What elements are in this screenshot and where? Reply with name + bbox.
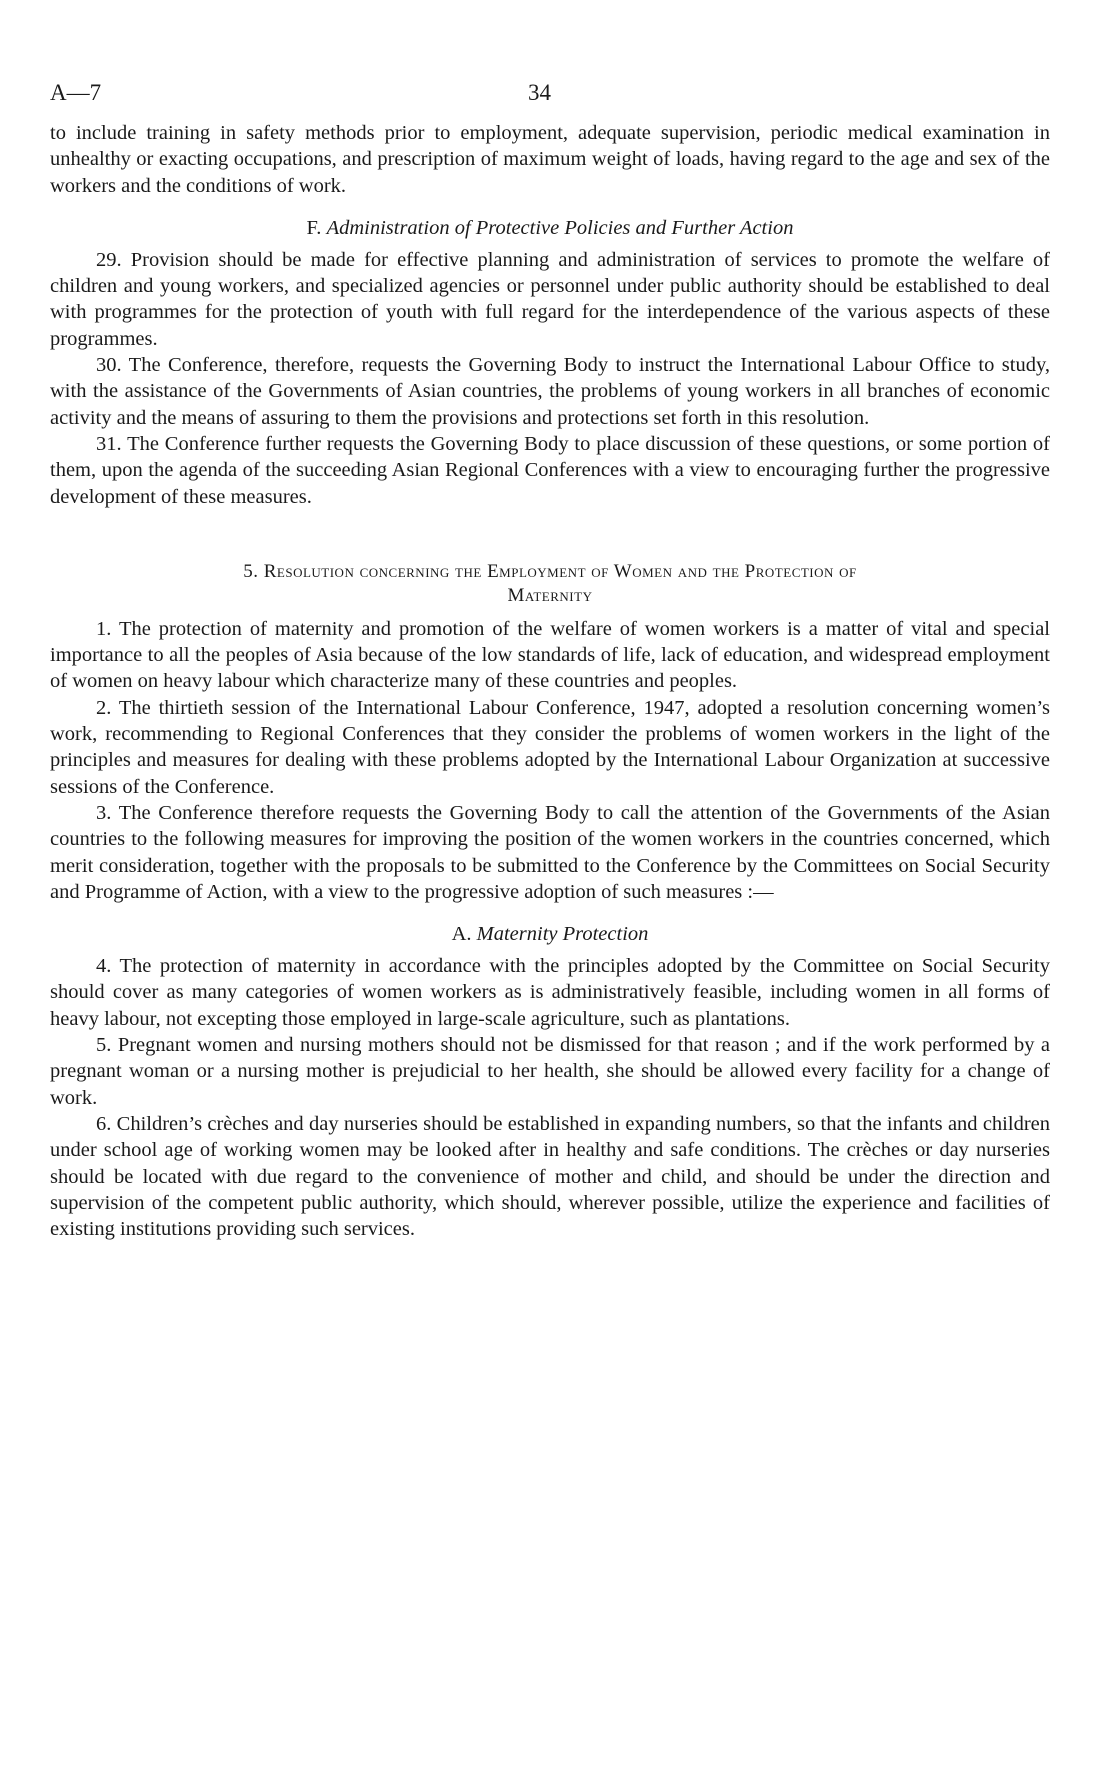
document-reference: A—7 bbox=[50, 80, 102, 105]
paragraph-31: 31. The Conference further requests the Governing Body to place discussion of these questions, or some portion of them, upon the agenda of the succeeding Asian Regional Conferences with a view to encouraging further the progressive development of these measures. bbox=[50, 432, 1050, 508]
paragraph-29: 29. Provision should be made for effective planning and administration of services to promote the welfare of children and young workers, and specialized agencies or personnel under public authority should be established to deal with programmes for the protection of youth with full regard for the interdependence of the various aspects of these programmes. bbox=[50, 248, 1050, 350]
intro-paragraph: to include training in safety methods prior to employment, adequate supervision, periodic medical examination in unhealthy or exacting occupations, and prescription of maximum weight of loads, having regard to the age and sex of the workers and the conditions of work. bbox=[50, 122, 1050, 197]
paragraph-30: 30. The Conference, therefore, requests the Governing Body to instruct the International Labour Office to study, with the assistance of the Governments of Asian countries, the problems of young workers in all branches of economic activity and the means of assuring to them the provisions and protections set forth in this resolution. bbox=[50, 354, 1050, 429]
paragraph-6: 6. Children’s crèches and day nurseries should be established in expanding numbers, so that the infants and children under school age of working women may be looked after in healthy and safe conditions. The crèches or day nurseries should be located with due regard to the convenience of mother and child, and should be under the direction and supervision of the competent public authority, which should, wherever possible, utilize the experience and facilities of existing institutions providing such services. bbox=[50, 1112, 1050, 1241]
page-number: 34 bbox=[528, 80, 551, 105]
document-page bbox=[50, 80, 1050, 1242]
resolution-5-title-line-2: Maternity bbox=[507, 584, 593, 606]
section-f-title: Administration of Protective Policies and Further Action bbox=[326, 216, 794, 239]
paragraph-4: 4. The protection of maternity in accordance with the principles adopted by the Committee on Social Security should cover as many categories of women workers as is administratively feasible, including women in all forms of heavy labour, not excepting those employed in large-scale agriculture, such as plantations. bbox=[50, 955, 1050, 1030]
section-f-heading bbox=[50, 215, 1050, 241]
resolution-paragraph-2: 2. The thirtieth session of the International Labour Conference, 1947, adopted a resolution concerning women’s work, recommending to Regional Conferences that they consider the problems of women workers in the light of the principles and measures for dealing with these problems adopted by the International Labour Organization at successive sessions of the Conference. bbox=[50, 696, 1050, 798]
section-f-letter: F. bbox=[306, 216, 322, 239]
resolution-paragraph-1: 1. The protection of maternity and promotion of the welfare of women workers is a matter of vital and special importance to all the peoples of Asia because of the low standards of life, lack of education, and widespread employment of women on heavy labour which characterize many of these countries and peoples. bbox=[50, 617, 1050, 693]
paragraph-5: 5. Pregnant women and nursing mothers should not be dismissed for that reason ; and if the work performed by a pregnant woman or a nursing mother is prejudicial to her health, she should be allowed every facility for a change of work. bbox=[50, 1034, 1050, 1109]
resolution-5-heading bbox=[50, 560, 1050, 608]
section-a-heading bbox=[50, 921, 1050, 947]
section-a-title: Maternity Protection bbox=[476, 923, 649, 946]
page-header bbox=[50, 80, 1050, 120]
section-a-letter: A. bbox=[451, 923, 472, 946]
resolution-5-title-line-1: 5. Resolution concerning the Employment of Women and the Protection of bbox=[243, 560, 857, 582]
resolution-paragraph-3: 3. The Conference therefore requests the Governing Body to call the attention of the Governments of the Asian countries to the following measures for improving the position of the women workers in the countries concerned, which merit consideration, together with the proposals to be submitted to the Conference by the Committees on Social Security and Programme of Action, with a view to the progressive adoption of such measures :— bbox=[50, 801, 1050, 903]
